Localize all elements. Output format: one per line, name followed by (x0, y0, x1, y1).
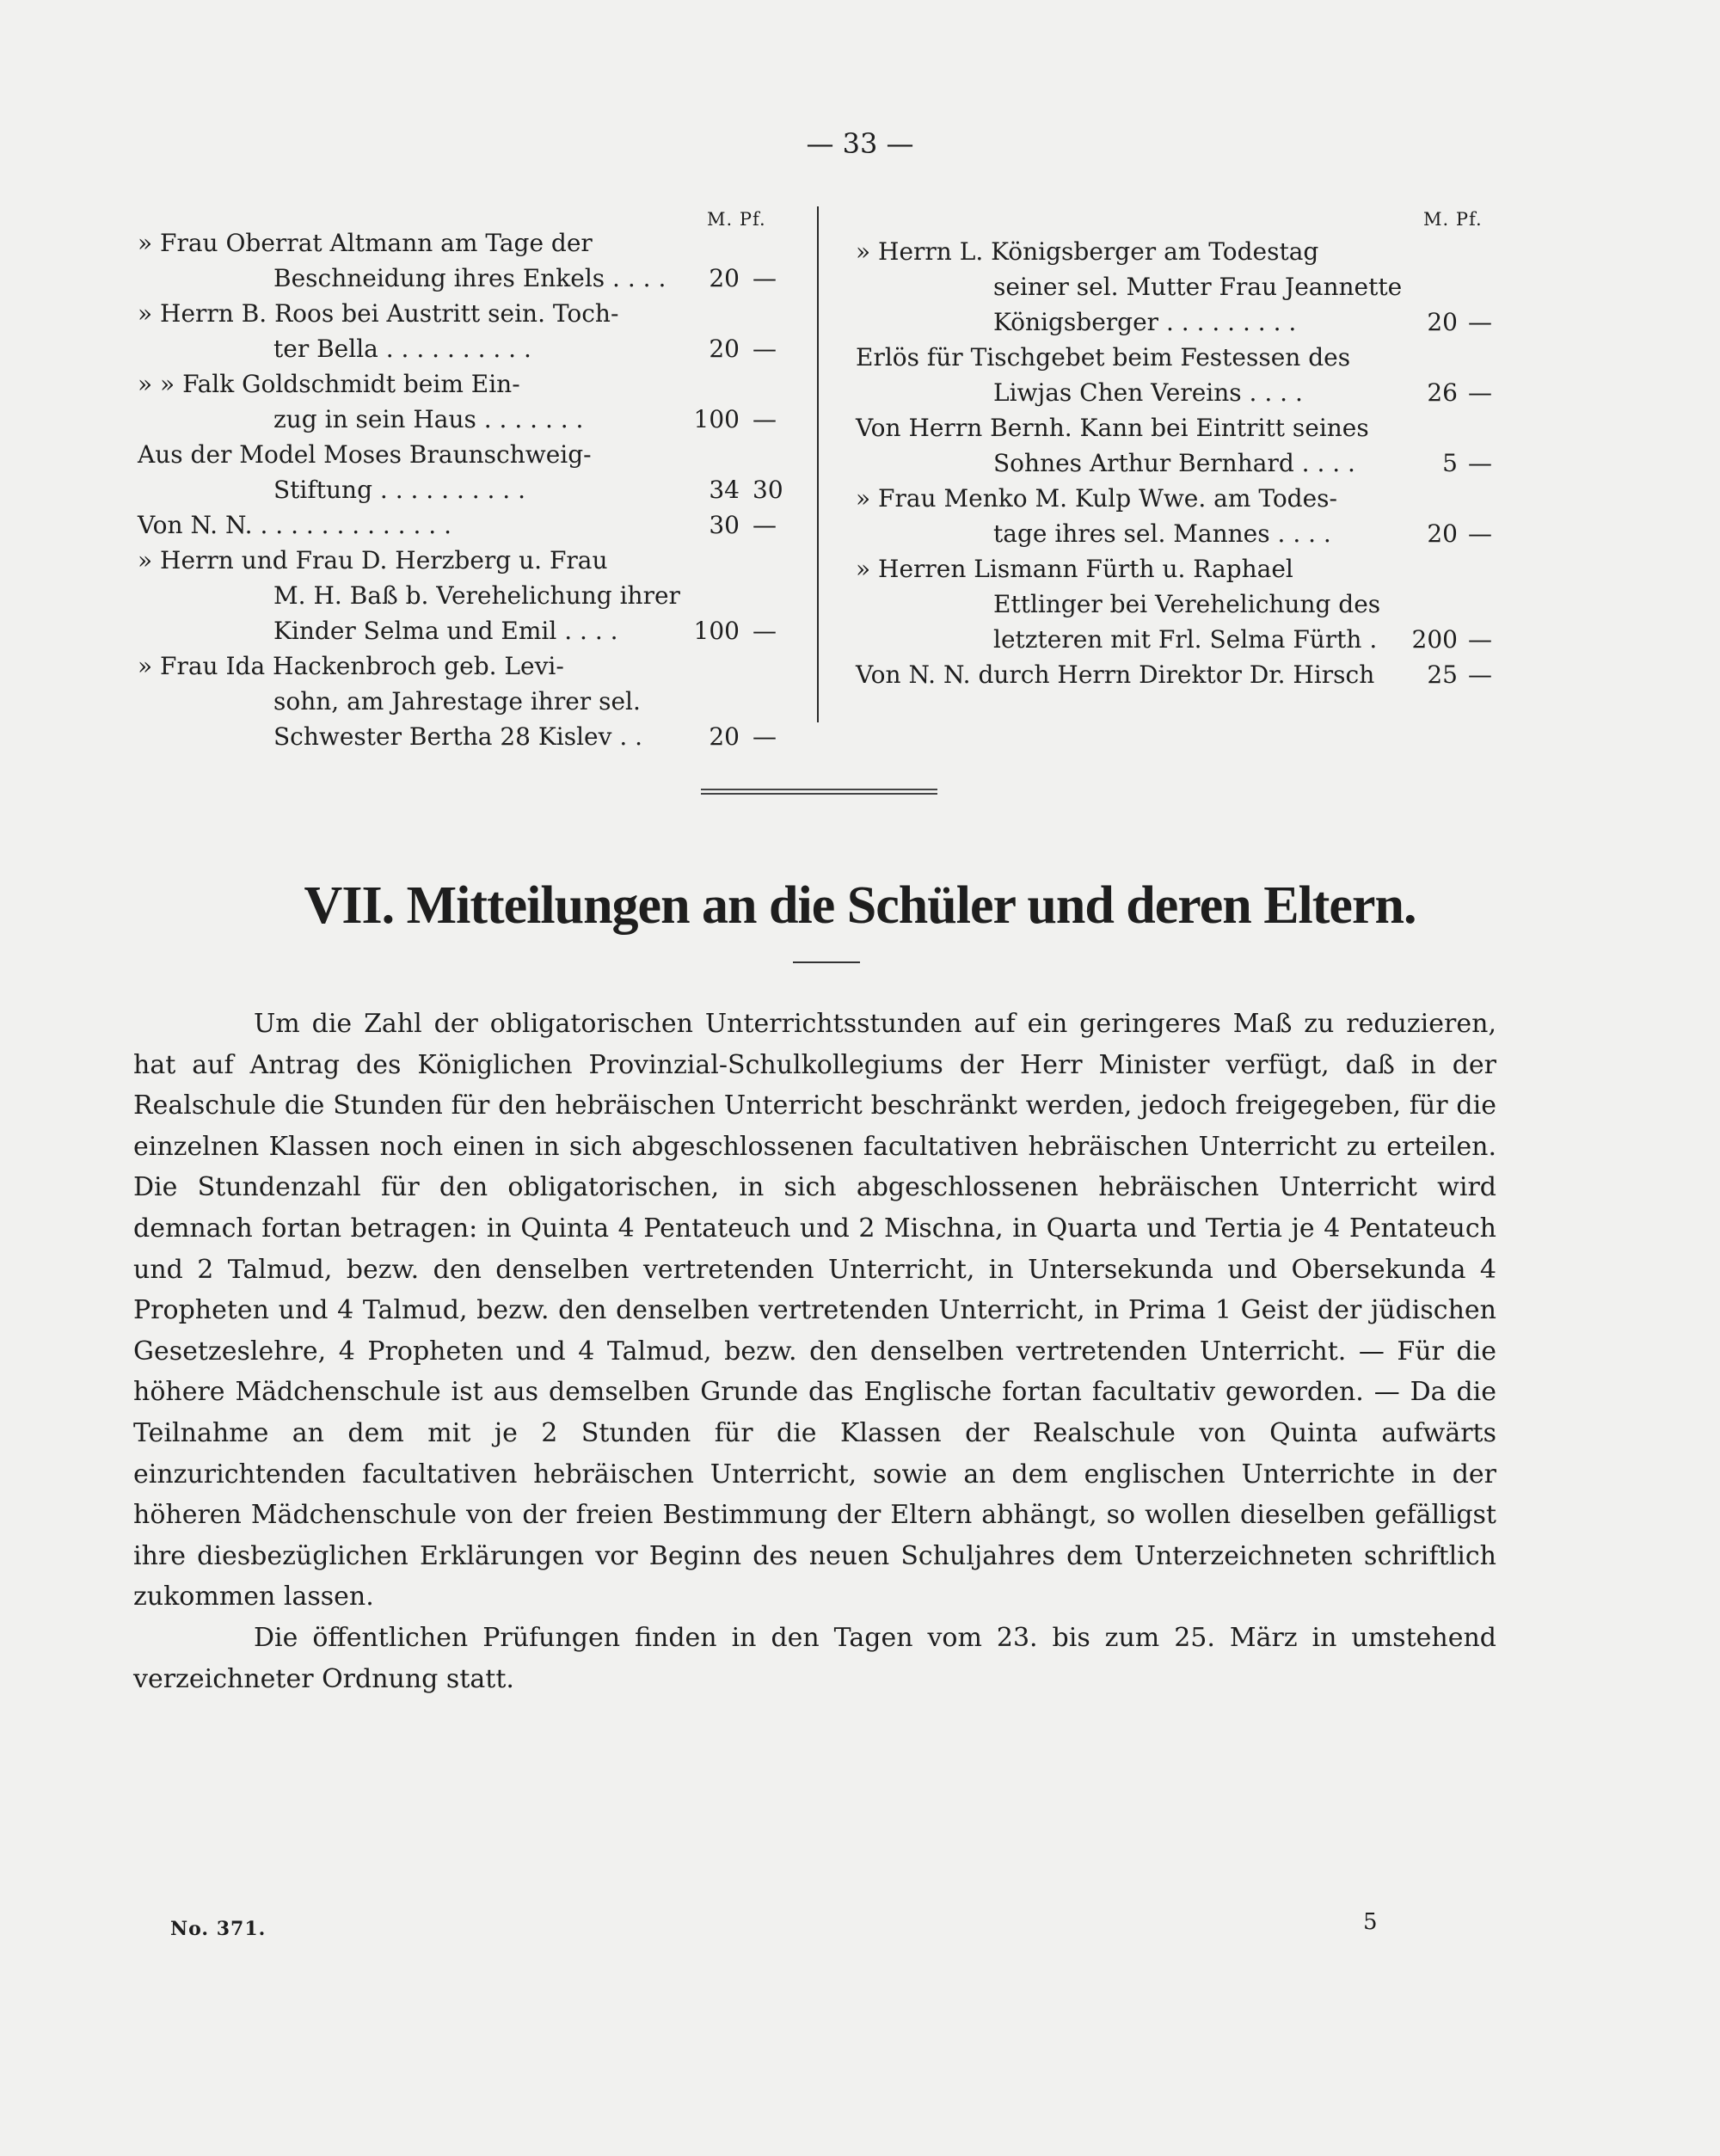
left-entry-text: Stiftung . . . . . . . . . . (273, 476, 526, 504)
right-entry (856, 657, 1518, 692)
left-entry-text: Beschneidung ihres Enkels . . . . (273, 264, 666, 292)
heading-underline (793, 961, 860, 963)
left-amount-pfennig: — (752, 722, 777, 751)
right-entry-text: » Herrn L. Königsberger am Todestag (856, 237, 1319, 266)
left-entry (138, 366, 808, 437)
left-entry-text: Aus der Model Moses Braunschweig- (138, 440, 592, 469)
right-entry-text: seiner sel. Mutter Frau Jeannette (993, 273, 1403, 301)
body-paragraph-1: Um die Zahl der obligatorischen Unterrichtsstunden auf ein geringeres Maß zu reduzieren, hat auf Antrag des Königlichen Provinzial-Schulkollegiums der Herr Minister verfügt, daß in der Realschule die Stunden für den hebräischen Unterricht beschränkt werden, jedoch freigegeben, für die einzelnen Klassen noch einen in sich abgeschlossenen facultativen hebräischen Unterricht zu erteilen. Die Stundenzahl für den obligatorischen, in sich abgeschlossenen hebräischen Unterricht wird demnach fortan betragen: in Quinta 4 Pentateuch und 2 Mischna, in Quarta und Tertia je 4 Pentateuch und 2 Talmud, bezw. den denselben vertretenden Unterricht, in Untersekunda und Obersekunda 4 Propheten und 4 Talmud, bezw. den denselben vertretenden Unterricht, in Prima 1 Geist der jüdischen Gesetzeslehre, 4 Propheten und 4 Talmud, bezw. den denselben vertretenden Unterricht. — Für die höhere Mädchenschule ist aus demselben Grunde das Englische fortan facultativ geworden. — Da die Teilnahme an dem mit je 2 Stunden für die Klassen der Realschule von Quinta aufwärts einzurichtenden facultativen hebräischen Unterricht, sowie an dem englischen Unterrichte in der höheren Mädchenschule von der freien Bestimmung der Eltern abhängt, so wollen dieselben gefälligst ihre diesbezüglichen Erklärungen vor Beginn des neuen Schuljahres dem Unterzeichneten schriftlich zukommen lassen. (133, 1009, 1496, 1612)
left-entry-text: Schwester Bertha 28 Kislev . . (273, 722, 643, 751)
right-entry-text: Sohnes Arthur Bernhard . . . . (993, 449, 1355, 477)
right-amount-mark: 5 (1442, 449, 1458, 477)
right-amount-mark: 200 (1411, 625, 1458, 654)
right-amount-pfennig: — (1468, 660, 1492, 689)
left-entry-text: Kinder Selma und Emil . . . . (273, 617, 618, 645)
right-entry-text: Erlös für Tischgebet beim Festessen des (856, 343, 1351, 372)
left-amount-mark: 30 (709, 511, 740, 539)
right-entry-text: Liwjas Chen Vereins . . . . (993, 378, 1303, 407)
left-entry-text: » » Falk Goldschmidt beim Ein- (138, 370, 520, 398)
column-divider (817, 206, 819, 722)
right-entry (856, 481, 1518, 551)
left-column-header: M. Pf. (707, 209, 766, 230)
footer-document-number: No. 371. (170, 1918, 267, 1940)
right-entry (856, 234, 1518, 340)
section-ornament-rule (701, 789, 937, 797)
right-amount-mark: 20 (1427, 308, 1458, 336)
right-entry-text: Königsberger . . . . . . . . . (993, 308, 1297, 336)
left-entry-text: zug in sein Haus . . . . . . . (273, 405, 584, 433)
left-amount-pfennig: — (752, 405, 777, 433)
left-amount-mark: 100 (693, 405, 740, 433)
right-entry (856, 551, 1518, 657)
left-amount-pfennig: — (752, 511, 777, 539)
right-entry-text: letzteren mit Frl. Selma Fürth . (993, 625, 1378, 654)
body-paragraph-2: Die öffentlichen Prüfungen finden in den Tagen vom 23. bis zum 25. März in umstehend verzeichneter Ordnung statt. (133, 1622, 1496, 1694)
left-entry-text: ter Bella . . . . . . . . . . (273, 335, 531, 363)
right-amount-mark: 25 (1427, 660, 1458, 689)
left-amount-pfennig: — (752, 264, 777, 292)
left-amount-mark: 20 (709, 722, 740, 751)
left-entry-text: » Frau Oberrat Altmann am Tage der (138, 229, 593, 257)
left-amount-pfennig: — (752, 335, 777, 363)
left-entry-text: » Frau Ida Hackenbroch geb. Levi- (138, 652, 564, 680)
left-entry (138, 507, 808, 543)
right-amount-mark: 20 (1427, 519, 1458, 548)
left-entry (138, 225, 808, 296)
right-amount-pfennig: — (1468, 519, 1492, 548)
right-entry-text: Ettlinger bei Verehelichung des (993, 590, 1381, 618)
left-entry (138, 437, 808, 507)
body-text (133, 1004, 1496, 1699)
left-entry (138, 296, 808, 366)
left-entry-text: sohn, am Jahrestage ihrer sel. (273, 687, 641, 716)
right-amount-pfennig: — (1468, 625, 1492, 654)
right-amount-pfennig: — (1468, 308, 1492, 336)
footer-signature-mark: 5 (1363, 1909, 1378, 1935)
left-entry (138, 648, 808, 754)
right-entry-text: Von N. N. durch Herrn Direktor Dr. Hirsch (856, 660, 1375, 689)
right-entry-text: Von Herrn Bernh. Kann bei Eintritt seines (856, 414, 1369, 442)
left-amount-mark: 34 (709, 476, 740, 504)
right-amount-mark: 26 (1427, 378, 1458, 407)
left-amount-mark: 20 (709, 335, 740, 363)
right-entry (856, 410, 1518, 481)
right-entry-text: tage ihres sel. Mannes . . . . (993, 519, 1331, 548)
left-entry-text: » Herrn und Frau D. Herzberg u. Frau (138, 546, 608, 574)
left-entry (138, 543, 808, 648)
right-amount-pfennig: — (1468, 378, 1492, 407)
left-amount-mark: 100 (693, 617, 740, 645)
right-entry-text: » Herren Lismann Fürth u. Raphael (856, 555, 1293, 583)
right-amount-pfennig: — (1468, 449, 1492, 477)
left-entry-text: M. H. Baß b. Verehelichung ihrer (273, 581, 680, 610)
left-entry-text: Von N. N. . . . . . . . . . . . . . (138, 511, 452, 539)
page-number: — 33 — (806, 127, 914, 160)
left-amount-mark: 20 (709, 264, 740, 292)
right-entry (856, 340, 1518, 410)
left-amount-pfennig: 30 (752, 476, 783, 504)
left-amount-pfennig: — (752, 617, 777, 645)
right-entry-text: » Frau Menko M. Kulp Wwe. am Todes- (856, 484, 1337, 513)
left-entry-text: » Herrn B. Roos bei Austritt sein. Toch- (138, 299, 619, 328)
right-column-header: M. Pf. (1423, 209, 1483, 230)
section-heading: VII. Mitteilungen an die Schüler und deren Eltern. (304, 876, 1416, 935)
